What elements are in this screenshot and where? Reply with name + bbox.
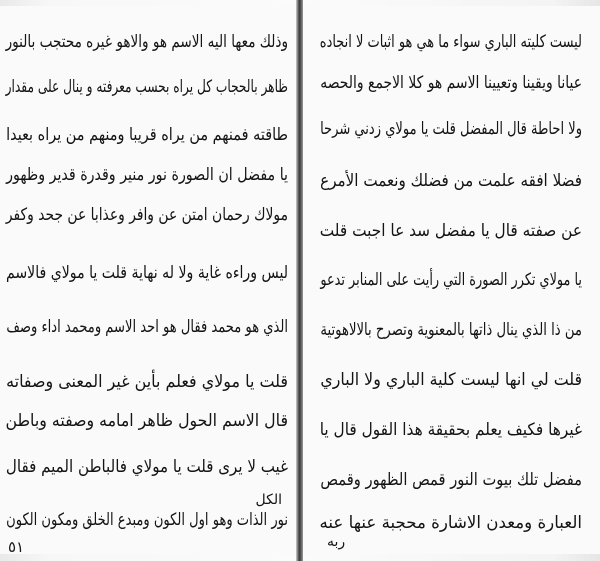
manuscript-line: ليست كليته الباري سواء ما هي هو اثبات لا انجاده <box>319 32 582 52</box>
manuscript-line: من ذا الذي ينال ذاتها بالمعنوية وتصرح بالالاهوتية <box>320 320 582 340</box>
manuscript-line: عن صفته قال يا مفضل سد عا اجبت قلت <box>319 221 582 241</box>
left-page-text <box>0 6 296 554</box>
manuscript-line: يا مولاي تكرر الصورة التي رأيت على المنابر تدعو <box>320 270 582 290</box>
manuscript-line: العبارة ومعدن الاشارة محجبة عنها عنه <box>319 513 582 533</box>
manuscript-line: مولاك رحمان امتن عن وافر وعذابا عن جحد وكفر <box>5 205 288 225</box>
left-page <box>0 6 296 554</box>
manuscript-line: يا مفضل ان الصورة نور منير وقدرة قدير وظهور <box>6 165 289 185</box>
manuscript-line: غيرها فكيف يعلم بحقيقة هذا القول قال يا <box>319 420 582 440</box>
manuscript-line: عيانا ويقينا وتعيينا الاسم هو كلا الاجمع والحصه <box>320 73 582 93</box>
manuscript-line: قال الاسم الحول ظاهر امامه وصفته وباطن <box>5 411 288 431</box>
page-number: ٥١ <box>8 538 25 556</box>
manuscript-line: نور الذات وهو اول الكون ومبدع الخلق ومكون الكون <box>6 510 288 530</box>
manuscript-line: ظاهر بالحجاب كل يراه بحسب معرفته و ينال على مقدار <box>5 77 289 97</box>
manuscript-line: وذلك معها اليه الاسم هو والاهو غيره محتجب بالنور <box>5 32 288 52</box>
manuscript-line: ولا احاطة قال المفضل قلت يا مولاي زدني شرحا <box>320 119 582 139</box>
manuscript-line: فضلا افقه علمت من فضلك ونعمت الأمرع <box>320 171 582 191</box>
manuscript-line: طاقته فمنهم من يراه قريبا ومنهم من يراه بعيدا <box>6 125 289 145</box>
margin-note: ربه <box>327 534 346 550</box>
manuscript-line: قلت لي انها ليست كلية الباري ولا الباري <box>320 370 582 390</box>
right-page-text <box>303 6 600 554</box>
margin-note: الكل <box>255 492 282 508</box>
right-page <box>303 6 600 554</box>
manuscript-line: الذي هو محمد فقال هو احد الاسم ومحمد اداء وصف <box>6 317 288 337</box>
book-gutter <box>296 0 303 561</box>
manuscript-line: قلت يا مولاي فعلم بأين غير المعنى وصفاته <box>6 372 288 392</box>
manuscript-line: مفضل تلك بيوت النور قمص الظهور وقمص <box>320 470 582 490</box>
manuscript-line: غيب لا يرى قلت يا مولاي فالباطن الميم فقال <box>5 457 289 477</box>
manuscript-line: ليس وراءه غاية ولا له نهاية قلت يا مولاي فالاسم <box>5 263 289 283</box>
